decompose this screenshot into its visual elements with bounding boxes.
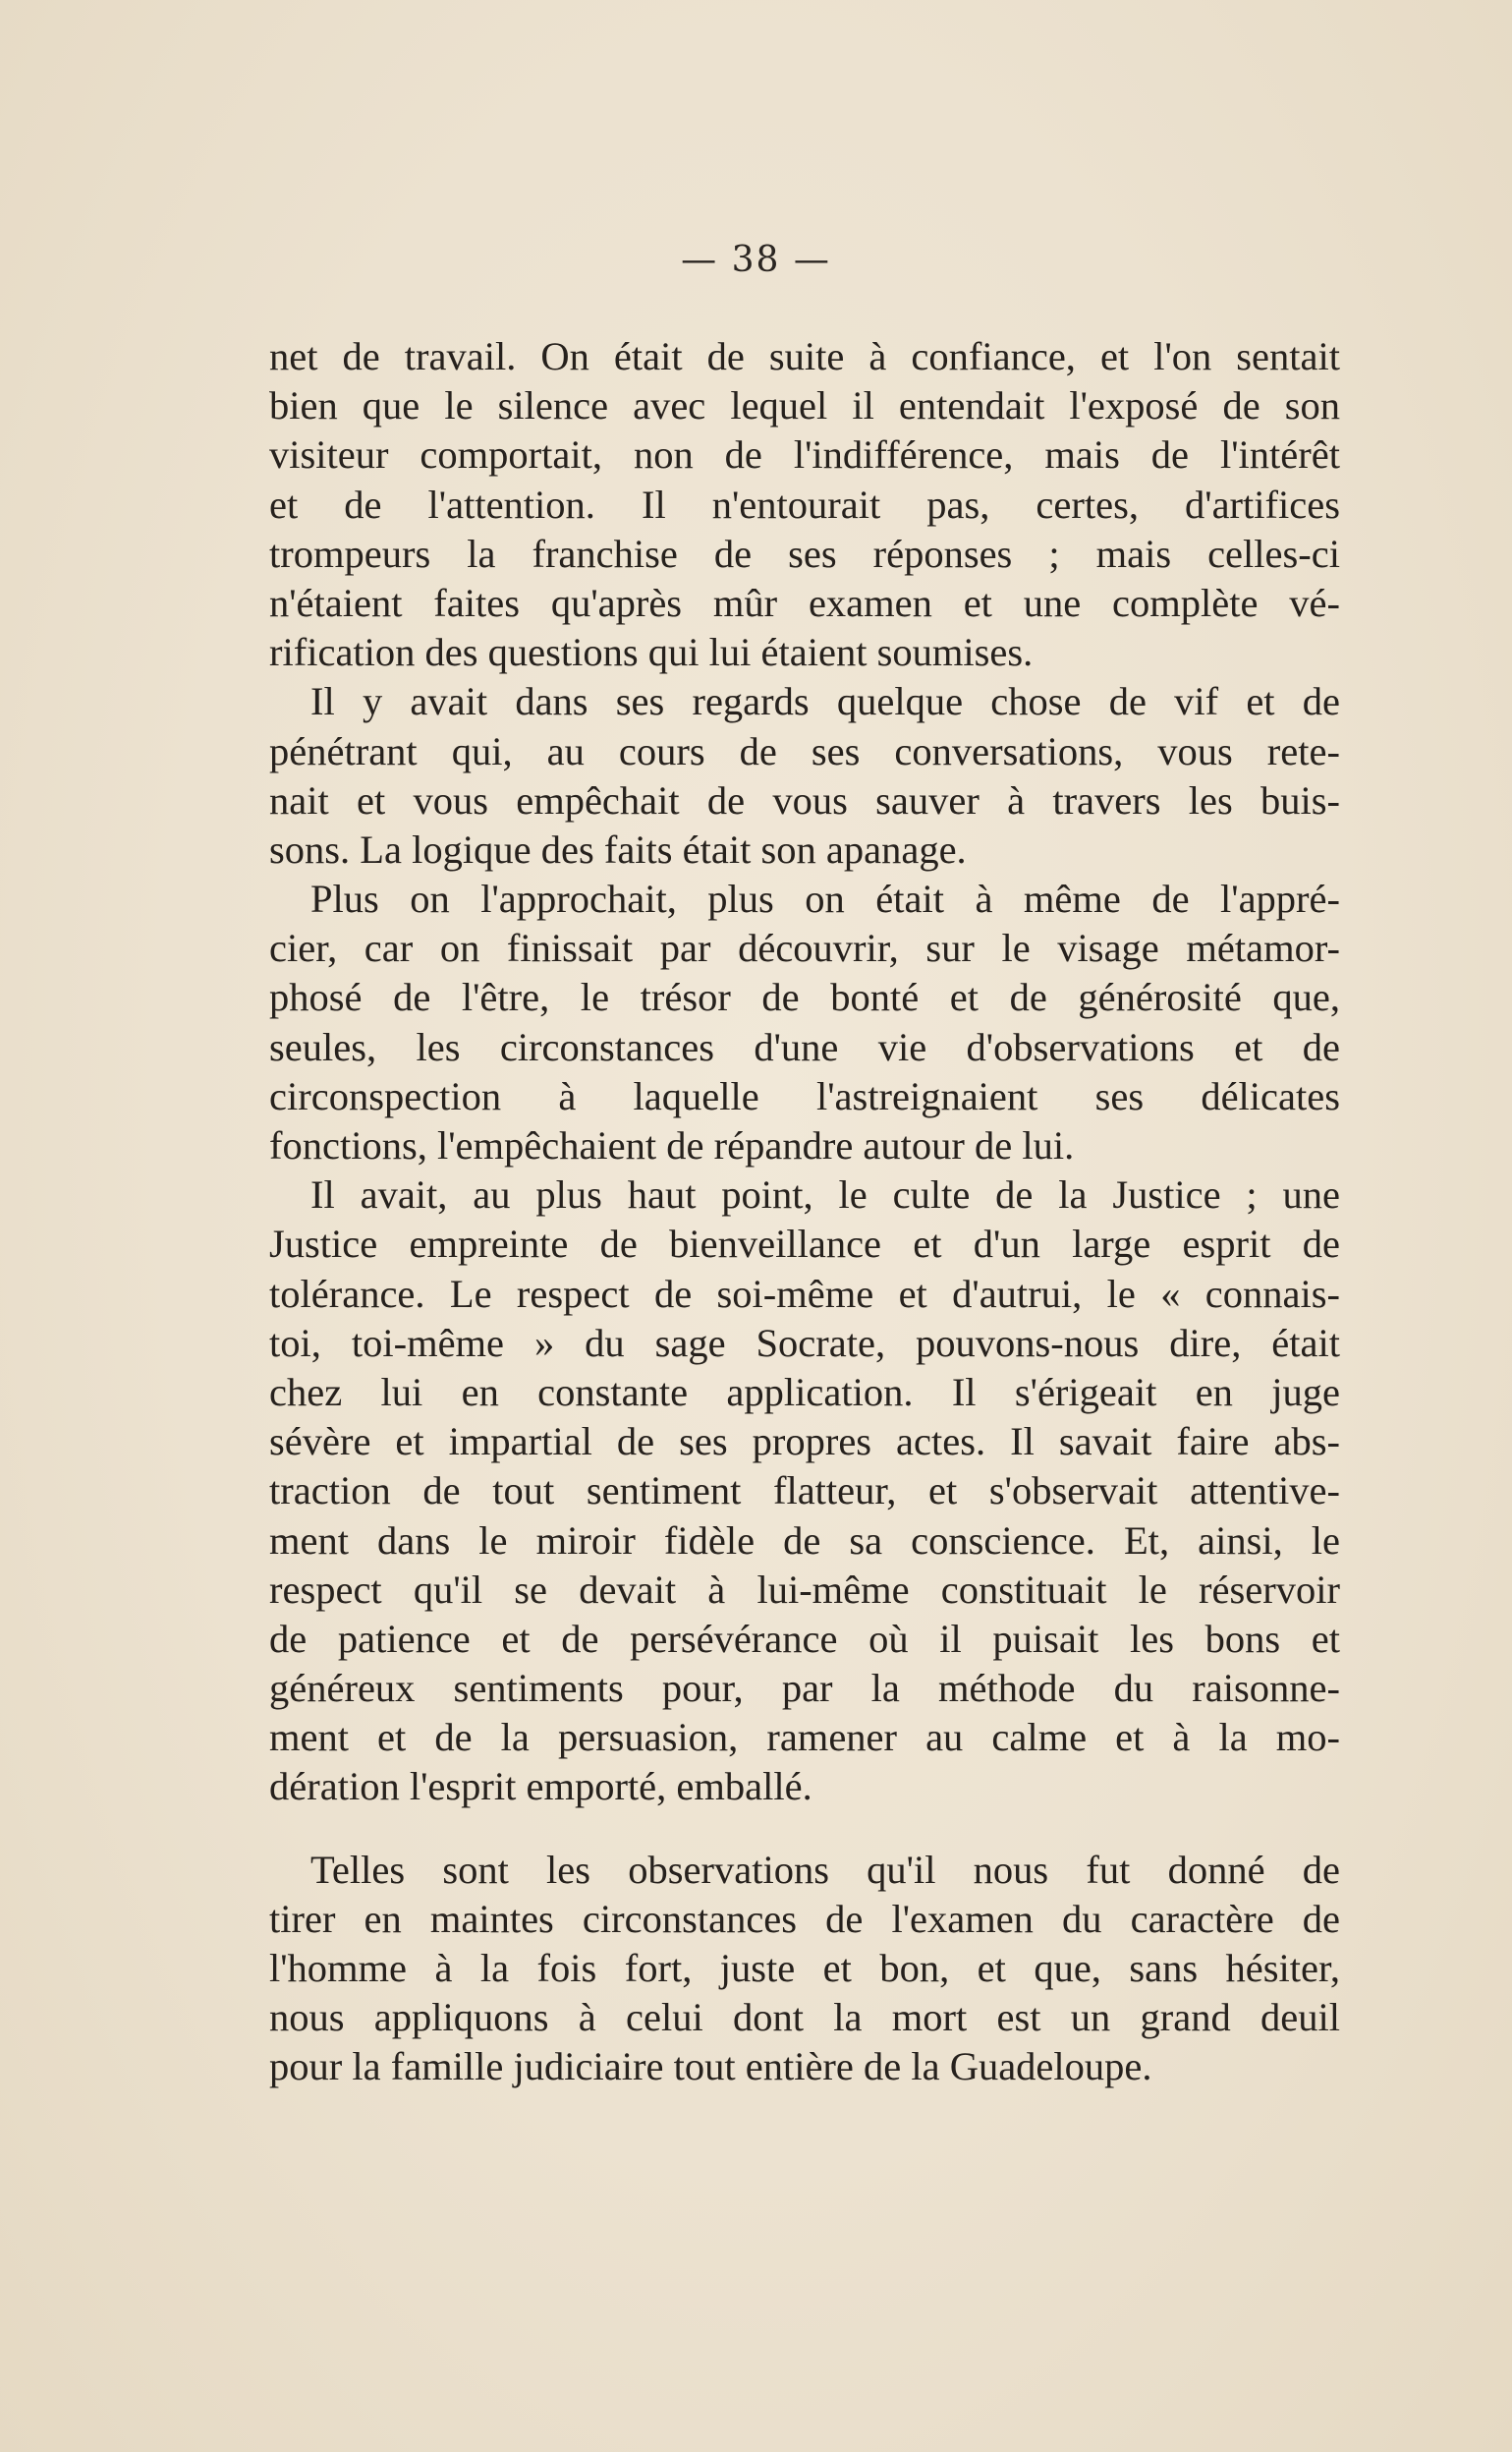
text-line: généreux sentiments pour, par la méthode du raisonne- [269, 1666, 1340, 1711]
text-line: bien que le silence avec lequel il entendait l'exposé de son [269, 383, 1340, 428]
text-line: et de l'attention. Il n'entourait pas, certes, d'artifices [269, 482, 1340, 527]
text-line: sons. La logique des faits était son apanage. [269, 827, 967, 872]
text-line: visiteur comportait, non de l'indifférence, mais de l'intérêt [269, 432, 1340, 478]
text-line: phosé de l'être, le trésor de bonté et de générosité que, [269, 975, 1340, 1020]
body-text [269, 332, 1340, 2092]
text-line: circonspection à laquelle l'astreignaient ses délicates [269, 1073, 1340, 1118]
paragraph-4 [269, 1170, 1340, 1811]
text-line: toi, toi-même » du sage Socrate, pouvons-nous dire, était [269, 1320, 1340, 1365]
text-line: tirer en maintes circonstances de l'examen du caractère de [269, 1896, 1340, 1941]
paragraph-1 [269, 332, 1340, 677]
text-line: n'étaient faites qu'après mûr examen et une complète vé- [269, 580, 1340, 625]
text-line: cier, car on finissait par découvrir, sur le visage métamor- [269, 926, 1340, 971]
text-line: Plus on l'approchait, plus on était à même de l'appré- [310, 877, 1340, 922]
text-line: l'homme à la fois fort, juste et bon, et que, sans hésiter, [269, 1946, 1340, 1990]
text-line: traction de tout sentiment flatteur, et s'observait attentive- [269, 1468, 1340, 1513]
text-line: ment et de la persuasion, ramener au calme et à la mo- [269, 1715, 1340, 1760]
page-number: — 38 — [681, 240, 831, 280]
text-line: nous appliquons à celui dont la mort est un grand deuil [269, 1995, 1340, 2040]
paragraph-5 [269, 1846, 1340, 2092]
text-line: fonctions, l'empêchaient de répandre autour de lui. [269, 1123, 1075, 1168]
text-line: chez lui en constante application. Il s'érigeait en juge [269, 1369, 1340, 1414]
text-line: pénétrant qui, au cours de ses conversations, vous rete- [269, 728, 1340, 773]
text-line: rification des questions qui lui étaient soumises. [269, 630, 1034, 675]
paragraph-spacer [269, 1812, 1340, 1846]
text-line: tolérance. Le respect de soi-même et d'autrui, le « connais- [269, 1271, 1340, 1316]
text-line: ment dans le miroir fidèle de sa conscience. Et, ainsi, le [269, 1517, 1340, 1563]
text-line: pour la famille judiciaire tout entière de la Guadeloupe. [269, 2044, 1152, 2089]
text-line: Il avait, au plus haut point, le culte de la Justice ; une [310, 1172, 1340, 1218]
text-line: nait et vous empêchait de vous sauver à travers les buis- [269, 777, 1340, 823]
text-line: net de travail. On était de suite à confiance, et l'on sentait [269, 334, 1340, 378]
text-line: respect qu'il se devait à lui-même constituait le réservoir [269, 1567, 1340, 1612]
text-line: sévère et impartial de ses propres actes. Il savait faire abs- [269, 1419, 1340, 1464]
paragraph-2 [269, 677, 1340, 875]
text-line: trompeurs la franchise de ses réponses ; mais celles-ci [269, 531, 1340, 576]
text-line: seules, les circonstances d'une vie d'observations et de [269, 1024, 1340, 1069]
text-line: Il y avait dans ses regards quelque chose de vif et de [310, 679, 1340, 724]
text-line: Telles sont les observations qu'il nous fut donné de [310, 1847, 1340, 1892]
text-line: dération l'esprit emporté, emballé. [269, 1764, 812, 1809]
text-line: de patience et de persévérance où il puisait les bons et [269, 1616, 1340, 1661]
text-line: Justice empreinte de bienveillance et d'un large esprit de [269, 1222, 1340, 1267]
paragraph-3 [269, 875, 1340, 1170]
